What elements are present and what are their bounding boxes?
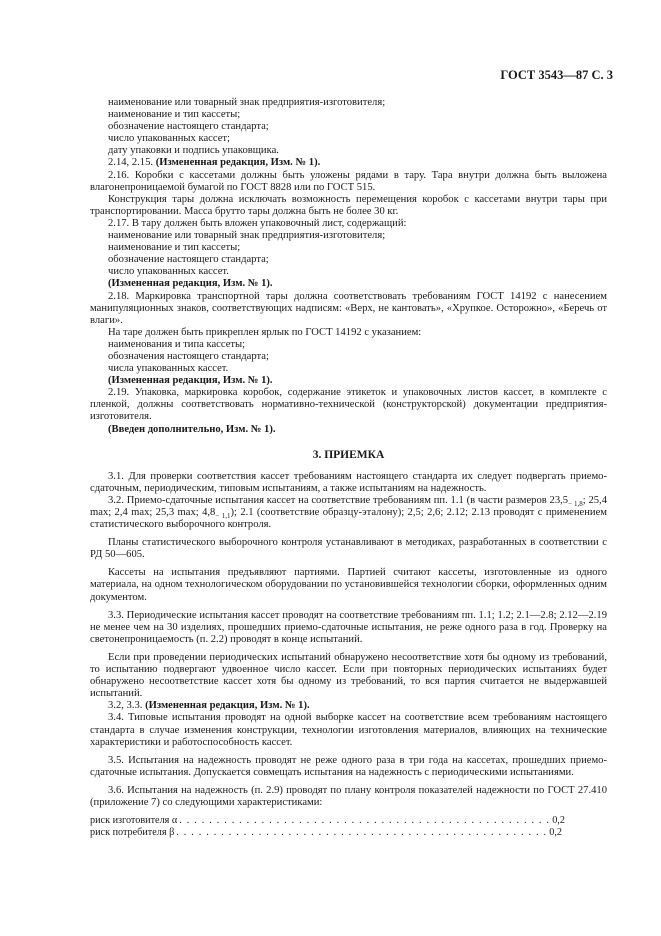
dot-leader: . . . . . . . . . . . . . . . . . . . . . . . . . . . . . . . . . . . . . . . . . . . . . . . . . . xyxy=(179,815,551,827)
amendment-text: (Измененная редакция, Изм. № 1). xyxy=(155,157,321,169)
paragraph-3-2-c: Кассеты на испытания предъявляют партиями. Партией считают кассеты, изготовленные из одного материала, на одном технологическом оборудовании по установившейся технологии сборки, оформленных одним документом. xyxy=(90,567,607,603)
risk-row xyxy=(90,827,562,839)
list-item: обозначение настоящего стандарта; xyxy=(108,121,269,133)
document-body xyxy=(90,97,607,839)
paragraph-2-16-b: Конструкция тары должна исключать возможность перемещения коробок с кассетами внутри тары при транспортировании. Масса брутто тары должна быть не более 30 кг. xyxy=(90,193,607,217)
risk-value: 0,2 xyxy=(552,815,565,827)
list-item: обозначение настоящего стандарта; xyxy=(108,254,269,266)
risk-label: риск изготовителя α xyxy=(90,815,178,827)
paragraph-2-16: 2.16. Коробки с кассетами должны быть уложены рядами в тару. Тара внутри должна быть выложена влагонепроницаемой бумагой по ГОСТ 8828 или по ГОСТ 515. xyxy=(90,169,607,193)
paragraph-3-5: 3.5. Испытания на надежность проводят не реже одного раза в три года на кассетах, прошедших приемо-сдаточные испытания. Допускается совмещать испытания на надежность с периодическими испытаниями. xyxy=(90,754,607,778)
paragraph-2-17: 2.17. В тару должен быть вложен упаковочный лист, содержащий: xyxy=(108,217,407,229)
section-title: 3. ПРИЕМКА xyxy=(312,448,385,461)
paragraph-3-4: 3.4. Типовые испытания проводят на одной выборке кассет на соответствие всем требованиям настоящего стандарта в случае изменения конструкции, технологии изготовления материалов, влияющих на технические характеристики и работоспособность кассет. xyxy=(90,712,607,748)
dot-leader: . . . . . . . . . . . . . . . . . . . . . . . . . . . . . . . . . . . . . . . . . . . . . . . . . . xyxy=(176,827,548,839)
paragraph-3-6: 3.6. Испытания на надежность (п. 2.9) проводят по плану контроля показателей надежности по ГОСТ 27.410 (приложение 7) со следующими характеристиками: xyxy=(90,784,607,808)
risk-row xyxy=(90,815,565,827)
paragraph-2-18: 2.18. Маркировка транспортной тары должна соответствовать требованиям ГОСТ 14192 с нанесением манипуляционных знаков, соответствующих надписям: «Верх, не кантовать», «Хрупкое. Осторожно», «Беречь от влаги». xyxy=(90,290,607,326)
page-header: ГОСТ 3543—87 С. 3 xyxy=(500,68,613,82)
paragraph-3-3: 3.3. Периодические испытания кассет проводят на соответствие требованиям пп. 1.1; 1.2; 2.1—2.8; 2.12—2.19 не менее чем на 30 изделиях, прошедших приемо-сдаточные испытания, не реже одного раза в год. Проверку на светонепроницаемость (п. 2.2) проводят в конце испытаний. xyxy=(90,609,607,645)
amendment-note: (Введен дополнительно, Изм. № 1). xyxy=(108,423,276,435)
list-item: наименование и тип кассеты; xyxy=(108,109,241,121)
tolerance-subscript: − 1,1 xyxy=(215,512,231,521)
paragraph-2-19: 2.19. Упаковка, маркировка коробок, содержание этикеток и упаковочных листов кассет, в комплекте с пленкой, должны соответствовать нормативно-технической (конструкторской) документации предприятия-изготовителя. xyxy=(90,387,607,423)
list-item: число упакованных кассет; xyxy=(108,133,230,145)
text-run: 3.2. Приемо-сдаточные испытания кассет на соответствие требованиям пп. 1.1 (в части размеров 23,5 xyxy=(108,494,569,506)
risk-value: 0,2 xyxy=(549,827,562,839)
paragraph-3-1: 3.1. Для проверки соответствия кассет требованиям настоящего стандарта их следует подвергать приемо-сдаточным, периодическим, типовым испытаниям, а также испытаниям на надежность. xyxy=(90,470,607,494)
text-run: ; 25,4 max; 2,4 max; 25,3 max; 4,8 xyxy=(90,494,607,518)
amendment-text: (Измененная редакция, Изм. № 1). xyxy=(145,700,310,712)
paragraph-2-18-b: На таре должен быть прикреплен ярлык по ГОСТ 14192 с указанием: xyxy=(108,326,422,338)
list-item: числа упакованных кассет. xyxy=(108,363,229,375)
list-item: дату упаковки и подпись упаковщика. xyxy=(108,145,279,157)
amendment-note: (Измененная редакция, Изм. № 1). xyxy=(108,278,273,290)
clause-number: 3.2, 3.3. xyxy=(108,700,143,712)
amendment-note xyxy=(90,700,607,712)
tolerance-subscript: − 1,8 xyxy=(568,500,583,509)
list-item: наименование или товарный знак предприятия-изготовителя; xyxy=(108,230,386,242)
list-item: наименование или товарный знак предприятия-изготовителя; xyxy=(108,97,386,108)
list-item: обозначения настоящего стандарта; xyxy=(108,350,269,362)
paragraph-3-3-b: Если при проведении периодических испытаний обнаружено несоответствие хотя бы одному из требований, то испытанию подвергают удвоенное число кассет. Если при повторных периодических испытаниях будет обнаружено несоответствие кассет хотя бы одному из требований, то вся партия считается не выдержавшей испытаний. xyxy=(90,651,607,700)
amendment-note: (Измененная редакция, Изм. № 1). xyxy=(108,375,273,387)
amendment-note xyxy=(90,157,607,169)
paragraph-3-2-b: Планы статистического выборочного контроля устанавливают в методиках, разработанных в соответствии с РД 50—605. xyxy=(90,537,607,561)
risk-list xyxy=(90,815,607,839)
text-run: ); 2.1 (соответствие образцу-эталону); 2,5; 2,6; 2.12; 2.13 проводят с применением статистического выборочного контроля. xyxy=(90,507,607,531)
risk-label: риск потребителя β xyxy=(90,827,175,839)
list-item: число упакованных кассет. xyxy=(108,266,229,278)
list-item: наименования и типа кассеты; xyxy=(108,338,246,350)
list-item: наименование и тип кассеты; xyxy=(108,242,241,254)
clause-number: 2.14, 2.15. xyxy=(108,157,154,169)
paragraph-3-2 xyxy=(90,495,607,531)
